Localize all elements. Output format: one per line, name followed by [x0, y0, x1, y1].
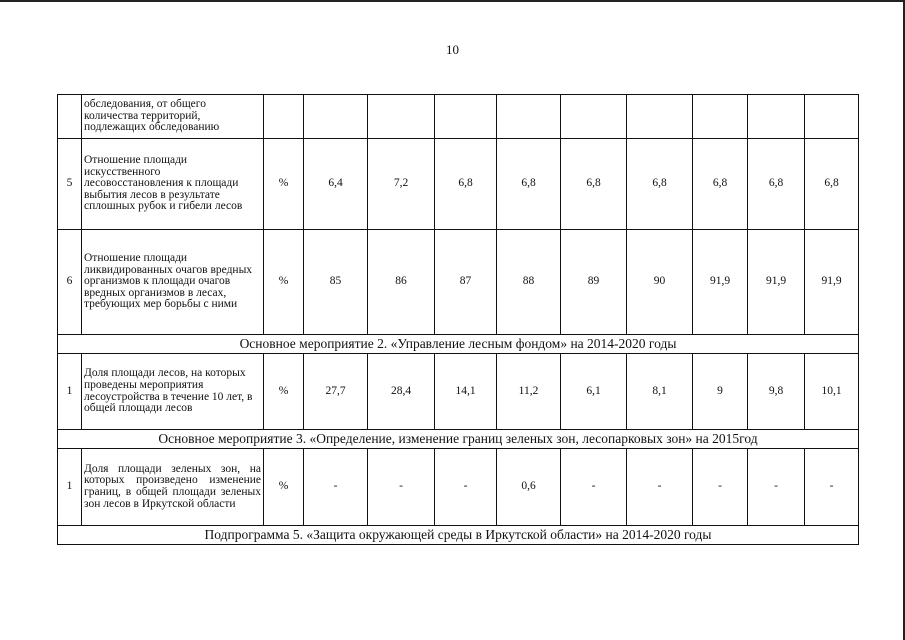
- value-cell: 6,1: [561, 354, 627, 430]
- value-cell: 11,2: [497, 354, 561, 430]
- table-row: [58, 139, 859, 230]
- value-cell: 88: [497, 230, 561, 335]
- value-cell: 86: [368, 230, 435, 335]
- row-number: 1: [58, 354, 82, 430]
- value-cell: -: [693, 449, 748, 526]
- value-cell: [561, 95, 627, 139]
- table-row: [58, 230, 859, 335]
- value-cell: 6,4: [304, 139, 368, 230]
- value-cell: 7,2: [368, 139, 435, 230]
- value-cell: 6,8: [561, 139, 627, 230]
- value-cell: 6,8: [497, 139, 561, 230]
- value-cell: -: [805, 449, 859, 526]
- section-title: Основное мероприятие 3. «Определение, изменение границ зеленых зон, лесопарковых зон» на 2015год: [58, 430, 859, 449]
- value-cell: 91,9: [693, 230, 748, 335]
- section-header-row: [58, 526, 859, 545]
- value-cell: [627, 95, 693, 139]
- unit-cell: [264, 95, 304, 139]
- value-cell: 0,6: [497, 449, 561, 526]
- value-cell: 28,4: [368, 354, 435, 430]
- indicator-name: Доля площади зеленых зон, на которых произведено изменение границ, в общей площади зеленых зон лесов в Иркутской области: [82, 449, 264, 526]
- value-cell: 91,9: [748, 230, 805, 335]
- row-number: 5: [58, 139, 82, 230]
- value-cell: -: [627, 449, 693, 526]
- value-cell: [435, 95, 497, 139]
- value-cell: [805, 95, 859, 139]
- value-cell: 10,1: [805, 354, 859, 430]
- table-row: [58, 354, 859, 430]
- page-number: 10: [446, 42, 459, 57]
- indicator-name: Отношение площади искусственного лесовосстановления к площади выбытия лесов в результате сплошных рубок и гибели лесов: [82, 139, 264, 230]
- table-row: [58, 95, 859, 139]
- value-cell: [748, 95, 805, 139]
- value-cell: 6,8: [627, 139, 693, 230]
- value-cell: 6,8: [805, 139, 859, 230]
- row-number: 1: [58, 449, 82, 526]
- section-header-row: [58, 335, 859, 354]
- value-cell: 85: [304, 230, 368, 335]
- value-cell: 9: [693, 354, 748, 430]
- value-cell: 27,7: [304, 354, 368, 430]
- value-cell: 8,1: [627, 354, 693, 430]
- indicator-name: обследования, от общего количества территорий, подлежащих обследованию: [82, 95, 264, 139]
- value-cell: 89: [561, 230, 627, 335]
- unit-cell: %: [264, 230, 304, 335]
- value-cell: 87: [435, 230, 497, 335]
- indicator-name: Отношение площади ликвидированных очагов вредных организмов к площади очагов вредных организмов в лесах, требующих мер борьбы с ними: [82, 230, 264, 335]
- value-cell: -: [435, 449, 497, 526]
- row-number: 6: [58, 230, 82, 335]
- section-title: Подпрограмма 5. «Защита окружающей среды в Иркутской области» на 2014-2020 годы: [58, 526, 859, 545]
- unit-cell: %: [264, 139, 304, 230]
- value-cell: -: [748, 449, 805, 526]
- table-row: [58, 449, 859, 526]
- indicator-name: Доля площади лесов, на которых проведены мероприятия лесоустройства в течение 10 лет, в общей площади лесов: [82, 354, 264, 430]
- value-cell: 6,8: [693, 139, 748, 230]
- value-cell: 14,1: [435, 354, 497, 430]
- section-title: Основное мероприятие 2. «Управление лесным фондом» на 2014-2020 годы: [58, 335, 859, 354]
- unit-cell: %: [264, 354, 304, 430]
- value-cell: 90: [627, 230, 693, 335]
- page-border-top: [0, 0, 905, 2]
- value-cell: [304, 95, 368, 139]
- value-cell: -: [561, 449, 627, 526]
- value-cell: 6,8: [435, 139, 497, 230]
- indicators-table: [57, 94, 859, 545]
- value-cell: -: [304, 449, 368, 526]
- value-cell: 6,8: [748, 139, 805, 230]
- unit-cell: %: [264, 449, 304, 526]
- value-cell: [497, 95, 561, 139]
- section-header-row: [58, 430, 859, 449]
- value-cell: -: [368, 449, 435, 526]
- value-cell: 91,9: [805, 230, 859, 335]
- value-cell: 9,8: [748, 354, 805, 430]
- row-number: [58, 95, 82, 139]
- value-cell: [368, 95, 435, 139]
- value-cell: [693, 95, 748, 139]
